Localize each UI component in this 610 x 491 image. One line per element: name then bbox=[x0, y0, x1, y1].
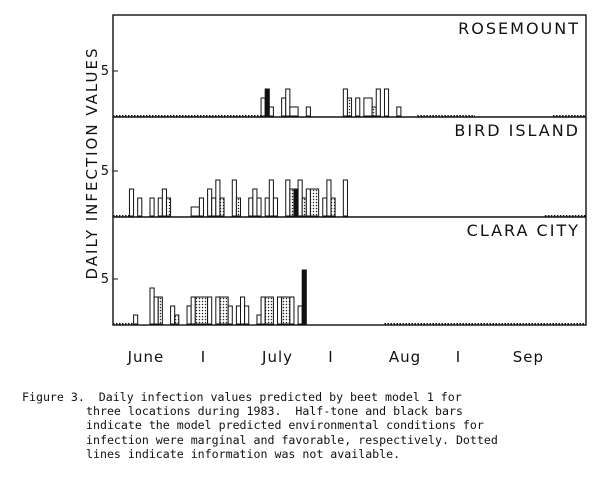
bar-open bbox=[384, 89, 388, 116]
bar-open bbox=[138, 198, 142, 216]
bar-open bbox=[269, 107, 273, 116]
bar-open bbox=[364, 98, 372, 116]
bar-open bbox=[245, 306, 249, 324]
y-axis-label: DAILY INFECTION VALUES bbox=[83, 46, 101, 280]
bar-open bbox=[150, 288, 154, 324]
bar-black bbox=[265, 89, 269, 116]
bar-open bbox=[241, 297, 245, 324]
bar-open bbox=[397, 107, 401, 116]
y-tick-label: 5 bbox=[100, 164, 109, 179]
bar-open bbox=[208, 297, 212, 324]
x-tick-label: I bbox=[200, 348, 207, 366]
panel-title: BIRD ISLAND bbox=[454, 121, 580, 140]
caption-first-line: Figure 3. Daily infection values predicted by beet model 1 for bbox=[22, 390, 462, 404]
bar-open bbox=[208, 189, 212, 216]
x-tick-label: I bbox=[328, 348, 334, 366]
bar-black bbox=[302, 270, 306, 324]
bar-open bbox=[290, 297, 294, 324]
bar-open bbox=[343, 89, 347, 116]
bar-open bbox=[236, 306, 240, 324]
bar-halftone bbox=[331, 198, 335, 216]
x-tick-label: Sep bbox=[512, 348, 545, 366]
bar-halftone bbox=[290, 189, 294, 216]
figure-caption bbox=[22, 390, 602, 461]
bar-open bbox=[129, 189, 133, 216]
caption-continuation: three locations during 1983. Half-tone and black bars indicate the model predicted environmental conditions for infection were marginal and favorable, respectively. Dotted lines indicate information was not available. bbox=[86, 404, 498, 461]
x-axis-labels bbox=[127, 348, 544, 366]
plot-frame bbox=[113, 15, 586, 325]
bar-open bbox=[356, 98, 360, 116]
bar-open bbox=[282, 98, 286, 116]
x-tick-label: June bbox=[127, 348, 165, 366]
bar-open bbox=[323, 198, 327, 216]
bar-open bbox=[228, 306, 232, 324]
bar-open bbox=[257, 198, 261, 216]
bar-open bbox=[212, 198, 216, 216]
y-tick-label: 5 bbox=[100, 64, 109, 79]
bar-halftone bbox=[158, 297, 162, 324]
bar-open bbox=[327, 180, 331, 216]
bar-open bbox=[187, 306, 191, 324]
bar-open bbox=[298, 306, 302, 324]
bar-open bbox=[261, 297, 265, 324]
bar-open bbox=[158, 198, 162, 216]
bar-open bbox=[199, 198, 203, 216]
bar-halftone bbox=[166, 198, 170, 216]
bar-open bbox=[306, 107, 310, 116]
bar-halftone bbox=[236, 198, 240, 216]
panel-bird-island bbox=[101, 121, 586, 217]
bar-open bbox=[154, 297, 158, 324]
bar-open bbox=[249, 198, 253, 216]
bar-open bbox=[216, 297, 220, 324]
x-tick-label: I bbox=[455, 348, 462, 366]
bar-open bbox=[216, 180, 220, 216]
bar-halftone bbox=[282, 297, 290, 324]
bar-open bbox=[134, 315, 138, 324]
bar-open bbox=[150, 198, 154, 216]
bar-open bbox=[191, 207, 199, 216]
x-tick-label: Aug bbox=[388, 348, 422, 366]
y-tick-label: 5 bbox=[100, 272, 109, 287]
bar-halftone bbox=[310, 189, 318, 216]
bar-open bbox=[269, 180, 273, 216]
bar-open bbox=[257, 315, 261, 324]
bar-halftone bbox=[347, 98, 351, 116]
x-tick-label: July bbox=[262, 348, 294, 366]
panel-clara-city bbox=[101, 221, 586, 324]
bar-black bbox=[294, 189, 298, 216]
bar-halftone bbox=[302, 198, 306, 216]
bar-open bbox=[171, 306, 175, 324]
bar-open bbox=[278, 297, 282, 324]
bar-open bbox=[298, 180, 302, 216]
bar-open bbox=[306, 189, 310, 216]
bar-open bbox=[273, 198, 277, 216]
bar-open bbox=[261, 98, 265, 116]
bar-open bbox=[286, 89, 290, 116]
panel-title: CLARA CITY bbox=[466, 221, 580, 240]
bar-open bbox=[253, 189, 257, 216]
bar-open bbox=[290, 107, 298, 116]
panel-title: ROSEMOUNT bbox=[458, 19, 580, 38]
bar-open bbox=[232, 180, 236, 216]
bar-open bbox=[265, 198, 269, 216]
bar-open bbox=[286, 180, 290, 216]
bar-open bbox=[191, 297, 195, 324]
bar-open bbox=[343, 180, 347, 216]
bar-open bbox=[162, 189, 166, 216]
bar-halftone bbox=[175, 315, 179, 324]
bar-halftone bbox=[195, 297, 207, 324]
panel-rosemount bbox=[101, 19, 586, 117]
bar-halftone bbox=[265, 297, 273, 324]
plot-area bbox=[101, 15, 586, 325]
bar-halftone bbox=[220, 297, 228, 324]
bar-halftone bbox=[220, 198, 224, 216]
bar-halftone bbox=[372, 107, 376, 116]
bar-open bbox=[376, 89, 380, 116]
